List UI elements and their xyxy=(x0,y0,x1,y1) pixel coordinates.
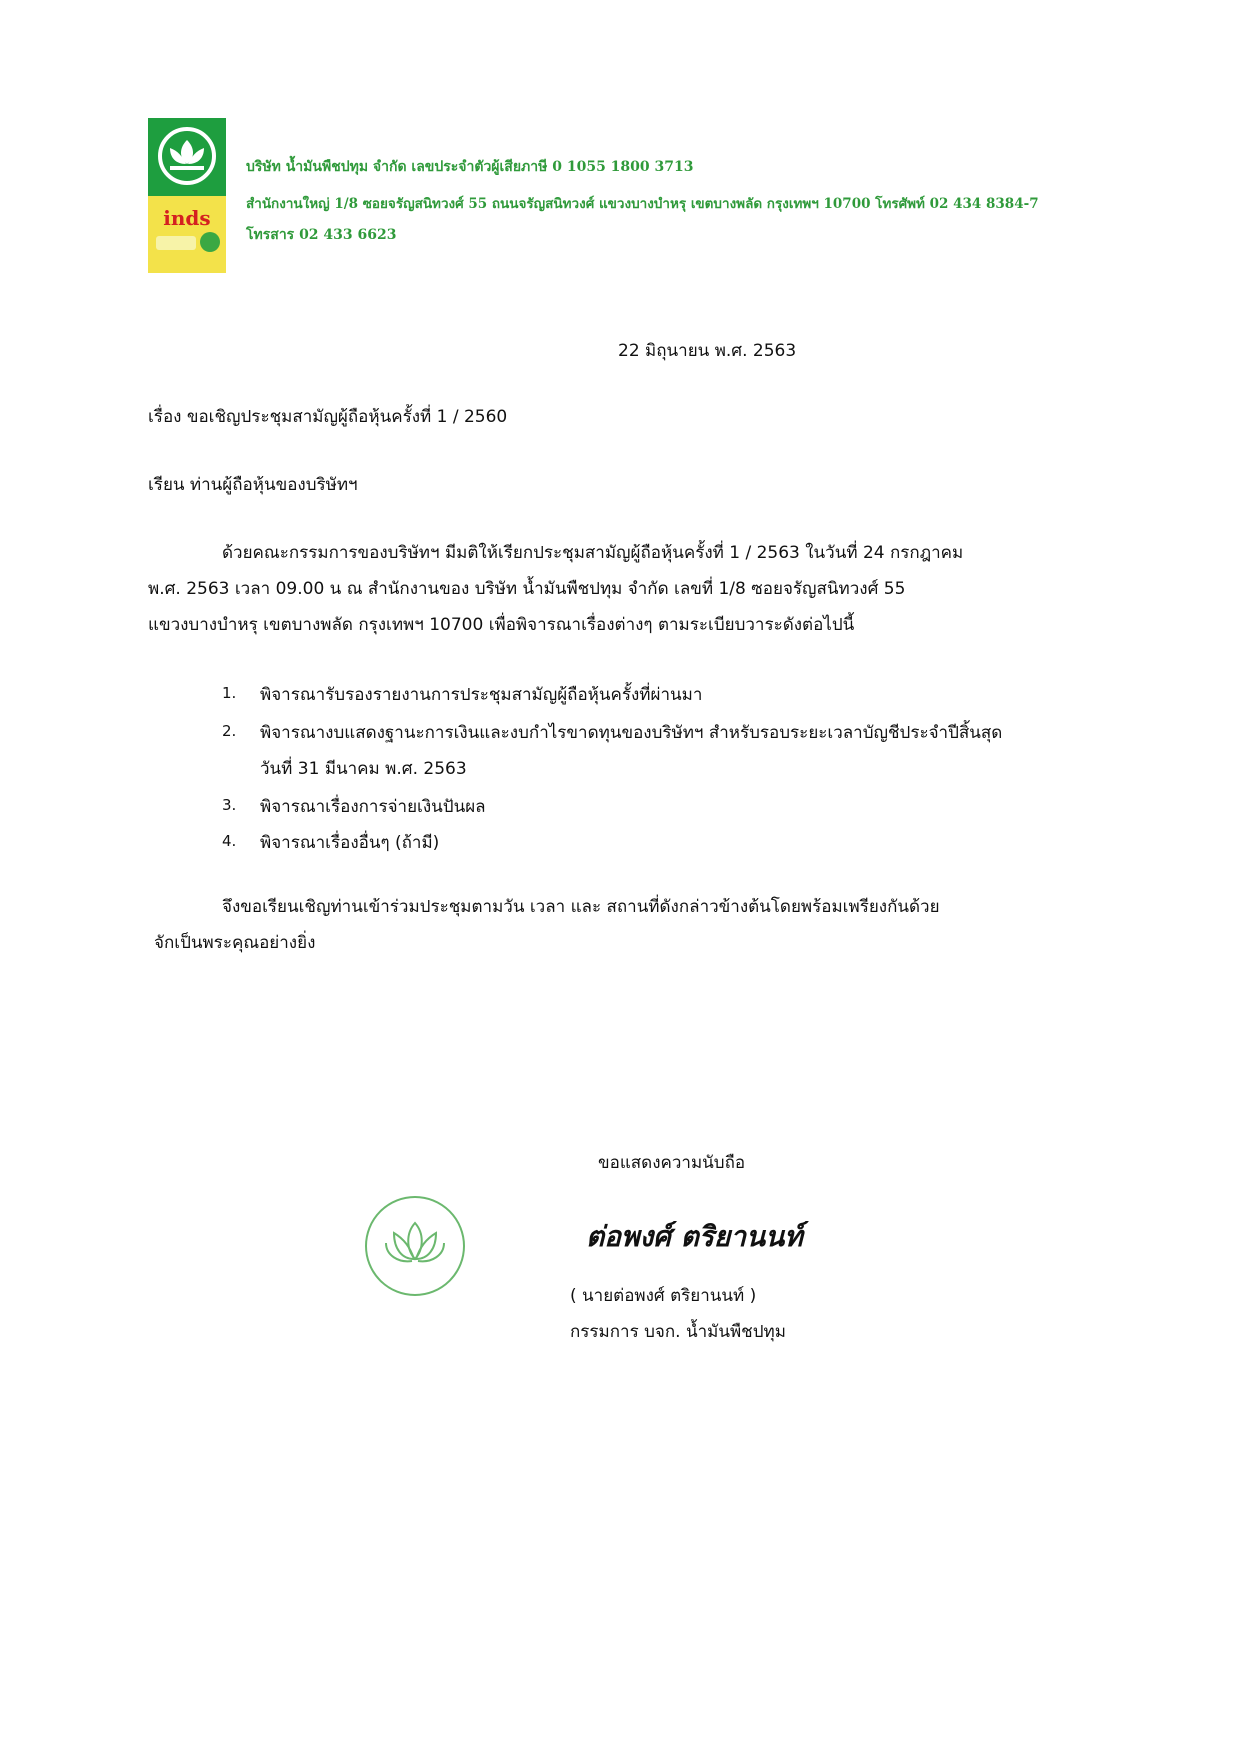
letterhead-fax-line: โทรสาร 02 433 6623 xyxy=(246,227,397,243)
company-logo xyxy=(148,118,226,273)
agenda-text: พิจารณาเรื่องการจ่ายเงินปันผล xyxy=(260,797,486,817)
agenda-text: พิจารณาเรื่องอื่นๆ (ถ้ามี) xyxy=(260,833,440,853)
agenda-number: 4. xyxy=(222,832,237,850)
product-image xyxy=(148,196,226,273)
signer-position: กรรมการ บจก. น้ำมันพืชปทุม xyxy=(570,1322,786,1342)
printed-name: ( นายต่อพงศ์ ตริยานนท์ ) xyxy=(570,1286,757,1306)
agenda-text: พิจารณางบแสดงฐานะการเงินและงบกำไรขาดทุนของบริษัทฯ สำหรับรอบระยะเวลาบัญชีประจำปีสิ้นสุด xyxy=(260,723,1003,743)
agenda-text: พิจารณารับรองรายงานการประชุมสามัญผู้ถือหุ้นครั้งที่ผ่านมา xyxy=(260,685,703,705)
letter-subject: เรื่อง ขอเชิญประชุมสามัญผู้ถือหุ้นครั้งที่ 1 / 2560 xyxy=(148,407,508,427)
company-seal-icon xyxy=(362,1193,468,1299)
agenda-number: 2. xyxy=(222,722,237,740)
regards-text: ขอแสดงความนับถือ xyxy=(598,1153,746,1173)
lotus-logo-icon xyxy=(148,118,226,196)
signature-name: ต่อพงศ์ ตริยานนท์ xyxy=(586,1220,803,1253)
product-brand-text: inds xyxy=(163,206,211,230)
agenda-text: วันที่ 31 มีนาคม พ.ศ. 2563 xyxy=(260,759,467,779)
letter-date: 22 มิถุนายน พ.ศ. 2563 xyxy=(618,341,797,361)
letterhead-company-line: บริษัท น้ำมันพืชปทุม จำกัด เลขประจำตัวผู้เสียภาษี 0 1055 1800 3713 xyxy=(246,159,694,175)
letterhead-address-line: สำนักงานใหญ่ 1/8 ซอยจรัญสนิทวงศ์ 55 ถนนจรัญสนิทวงศ์ แขวงบางบำหรุ เขตบางพลัด กรุงเทพฯ 10700 โทรศัพท์ 02 434 8384-7 xyxy=(246,196,1039,212)
agenda-number: 3. xyxy=(222,796,237,814)
letter-salutation: เรียน ท่านผู้ถือหุ้นของบริษัทฯ xyxy=(148,475,358,495)
paragraph-line: พ.ศ. 2563 เวลา 09.00 น ณ สำนักงานของ บริษัท น้ำมันพืชปทุม จำกัด เลขที่ 1/8 ซอยจรัญสนิทวงศ์ 55 xyxy=(148,579,906,599)
paragraph-line: ด้วยคณะกรรมการของบริษัทฯ มีมติให้เรียกประชุมสามัญผู้ถือหุ้นครั้งที่ 1 / 2563 ในวันที่ 24 กรกฎาคม xyxy=(222,543,964,563)
closing-line: จึงขอเรียนเชิญท่านเข้าร่วมประชุมตามวัน เวลา และ สถานที่ดังกล่าวข้างต้นโดยพร้อมเพรียงกันด้วย xyxy=(222,897,940,917)
agenda-number: 1. xyxy=(222,684,237,702)
paragraph-line: แขวงบางบำหรุ เขตบางพลัด กรุงเทพฯ 10700 เพื่อพิจารณาเรื่องต่างๆ ตามระเบียบวาระดังต่อไปนี้ xyxy=(148,615,855,635)
closing-line: จักเป็นพระคุณอย่างยิ่ง xyxy=(154,933,316,953)
